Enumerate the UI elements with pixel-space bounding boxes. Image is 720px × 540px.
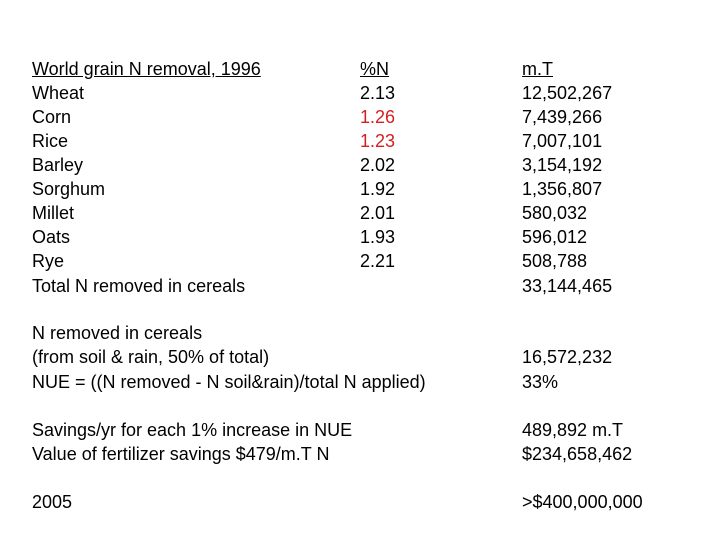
crop-name: Corn	[32, 107, 72, 127]
crop-name: Barley	[32, 155, 84, 175]
total-label: Total N removed in cereals	[32, 276, 246, 296]
crop-mt: 12,502,267	[522, 83, 613, 103]
crop-pct-n: 1.93	[360, 227, 396, 247]
soil-rain-label-1: N removed in cereals	[32, 323, 203, 343]
crop-mt: 7,439,266	[522, 107, 603, 127]
soil-rain-label-2: (from soil & rain, 50% of total)	[32, 347, 270, 367]
crop-name: Rye	[32, 251, 65, 271]
crop-pct-n: 2.01	[360, 203, 396, 223]
crop-pct-n: 2.02	[360, 155, 396, 175]
crop-pct-n: 2.21	[360, 251, 396, 271]
crop-name: Oats	[32, 227, 71, 247]
soil-rain-value: 16,572,232	[522, 347, 613, 367]
crop-mt: 508,788	[522, 251, 588, 271]
crop-mt: 596,012	[522, 227, 588, 247]
crop-mt: 580,032	[522, 203, 588, 223]
savings-label: Savings/yr for each 1% increase in NUE	[32, 420, 353, 440]
fertilizer-value-amount: $234,658,462	[522, 444, 633, 464]
year-2005-label: 2005	[32, 492, 73, 512]
crop-pct-n: 2.13	[360, 83, 396, 103]
crop-pct-n-highlighted: 1.26	[360, 107, 396, 127]
savings-value: 489,892 m.T	[522, 420, 624, 440]
crop-mt: 3,154,192	[522, 155, 603, 175]
nue-label: NUE = ((N removed - N soil&rain)/total N applied)	[32, 372, 426, 392]
crop-name: Wheat	[32, 83, 85, 103]
year-2005-value: >$400,000,000	[522, 492, 643, 512]
crop-mt: 7,007,101	[522, 131, 603, 151]
nue-value: 33%	[522, 372, 559, 392]
total-value: 33,144,465	[522, 276, 613, 296]
fertilizer-value-label: Value of fertilizer savings $479/m.T N	[32, 444, 330, 464]
crop-name: Sorghum	[32, 179, 106, 199]
header-pct-n: %N	[360, 59, 390, 79]
header-title: World grain N removal, 1996	[32, 59, 261, 79]
crop-pct-n: 1.92	[360, 179, 396, 199]
header-mt: m.T	[522, 59, 553, 79]
crop-mt: 1,356,807	[522, 179, 603, 199]
crop-pct-n-highlighted: 1.23	[360, 131, 396, 151]
crop-name: Rice	[32, 131, 69, 151]
crop-name: Millet	[32, 203, 75, 223]
